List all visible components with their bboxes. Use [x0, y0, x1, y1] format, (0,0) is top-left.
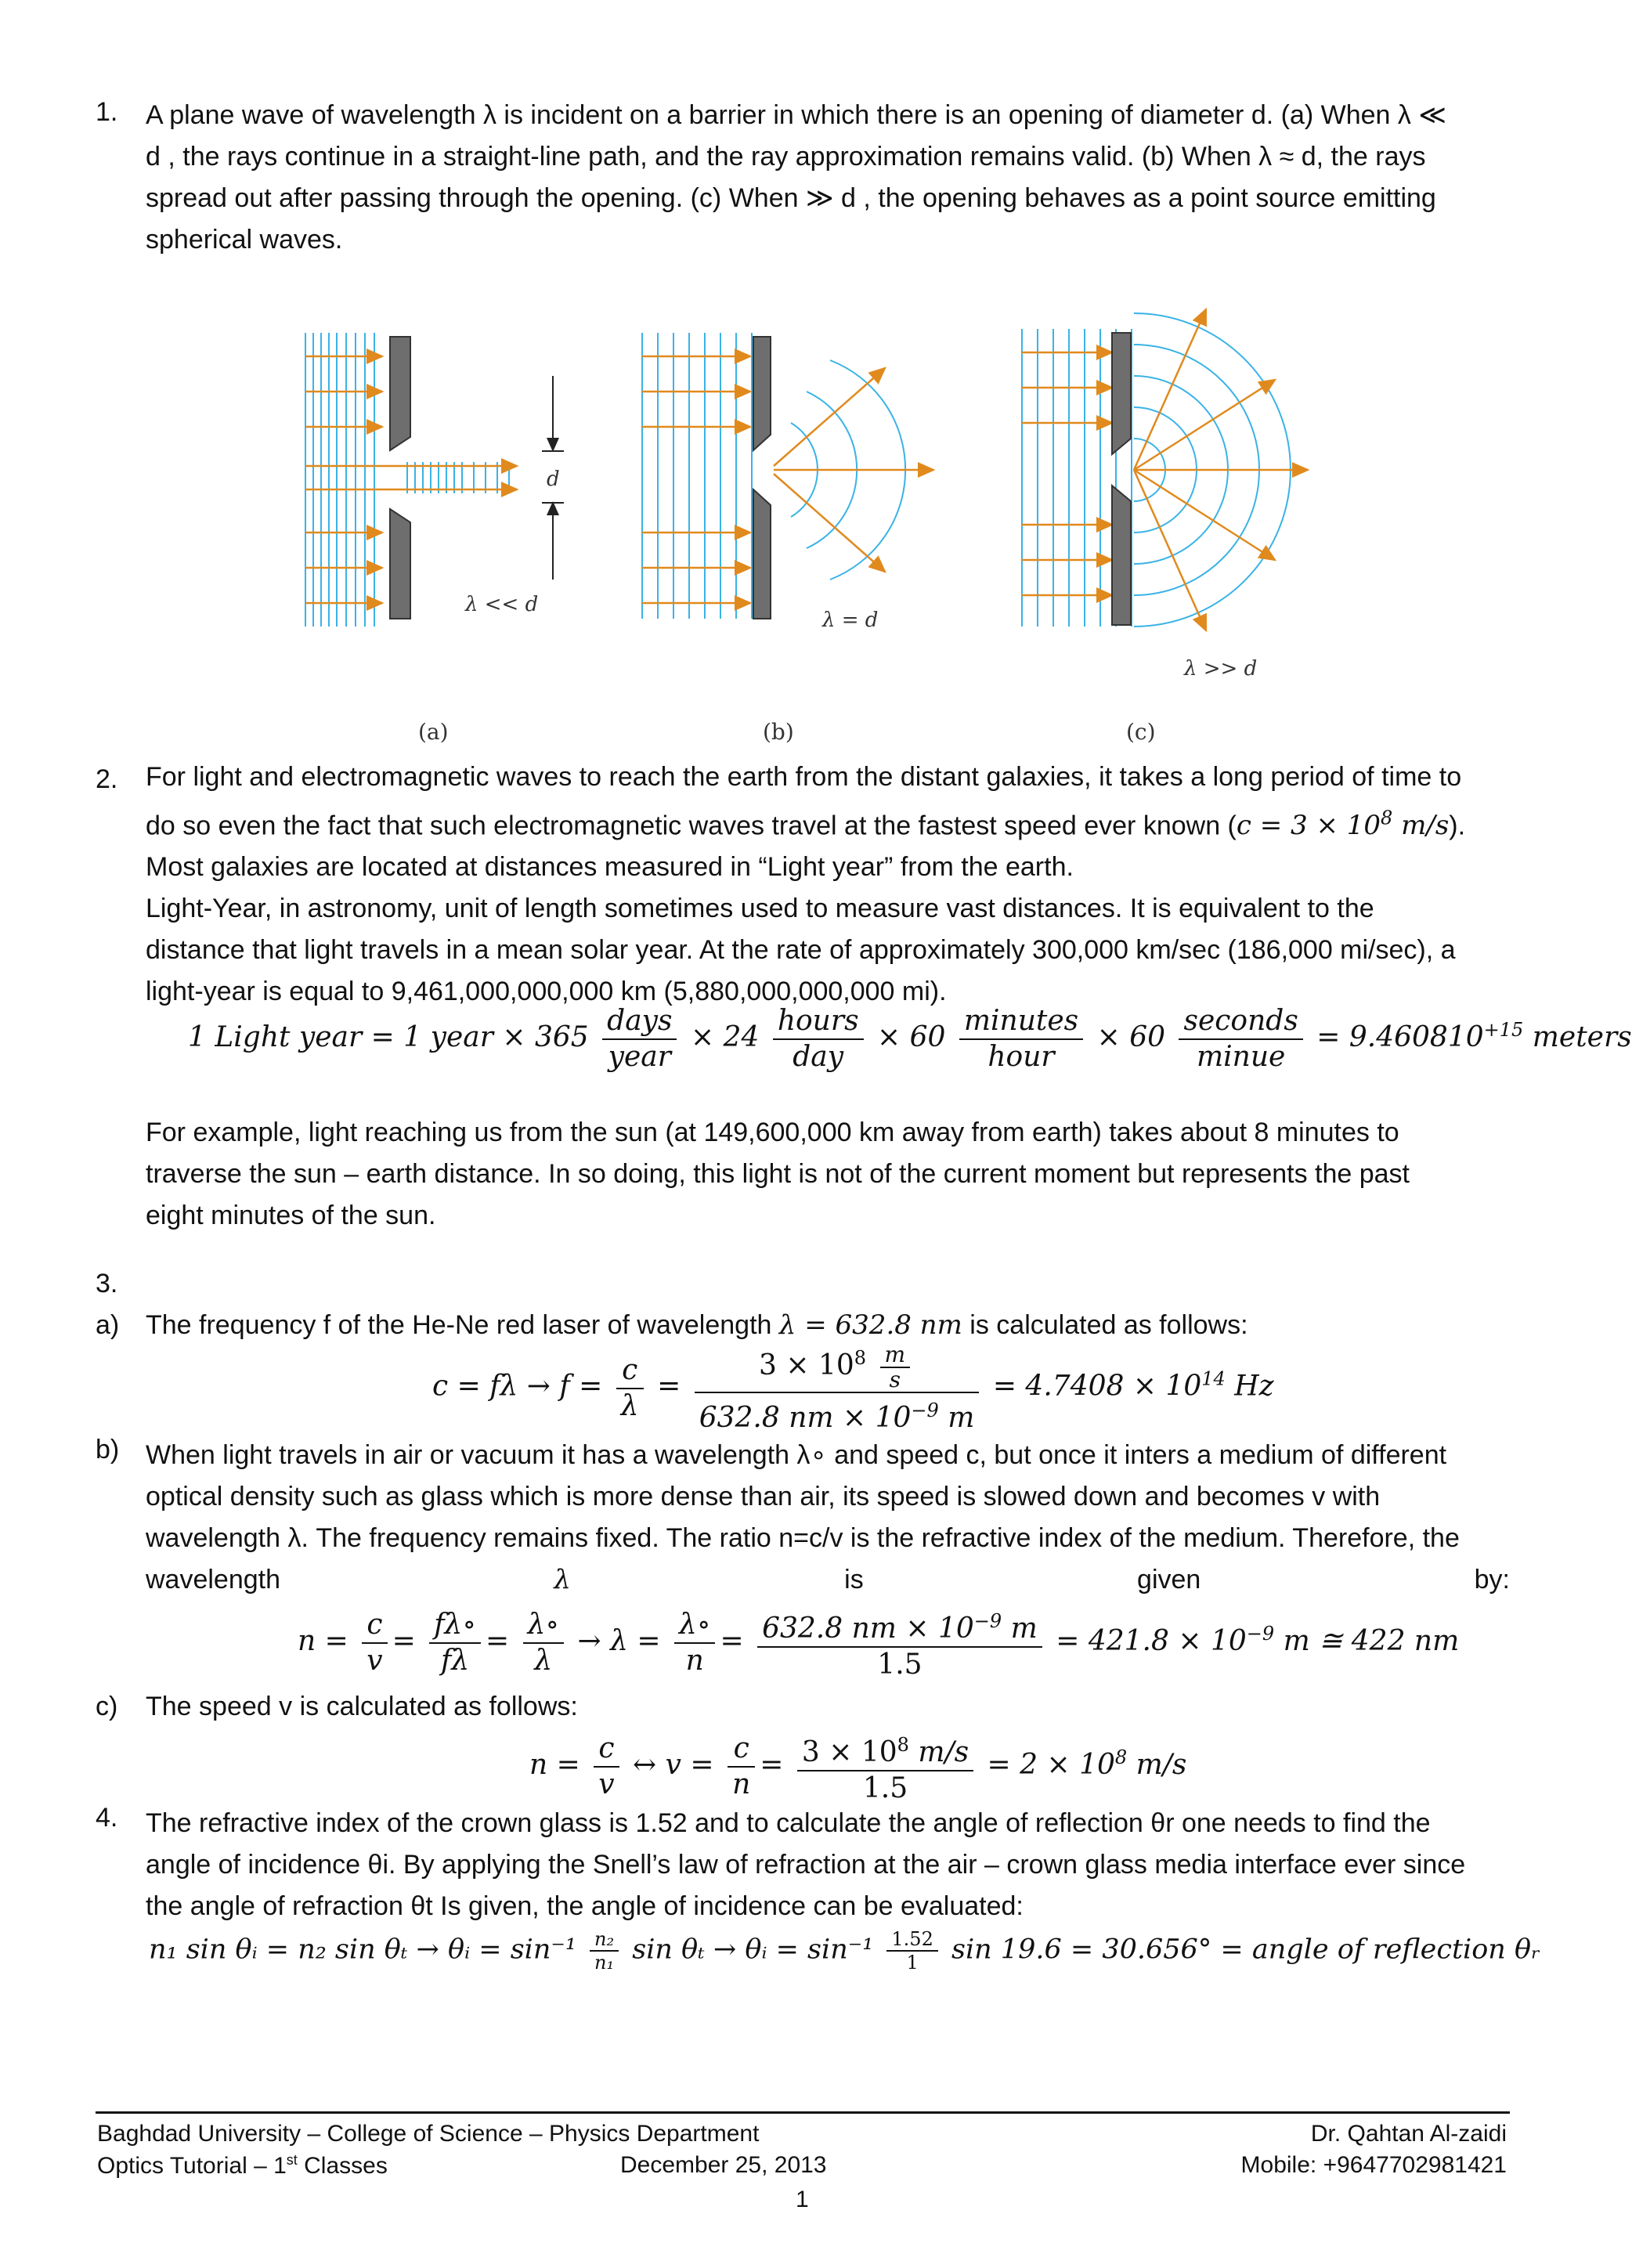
page-number: 1 — [796, 2187, 809, 2212]
speed-eq-base: c = 3 × 10 — [1236, 810, 1381, 842]
frac-den: 1.5 — [877, 1649, 923, 1681]
unit-num: m — [880, 1343, 911, 1368]
item2-line: traverse the sun – earth distance. In so doing, this light is not of the current moment but represents the past — [146, 1159, 1410, 1189]
refractive-wavelength-equation: n = $\frac{c}{v}$ = $\frac{f\lambda\circ}{f\lambda}$ = $\frac{\lambda\circ}{\lambda}$ → λ = $\frac{\lambda\circ}{n}$ = $\frac{632.8 nm \times 10^{-9} m}{1.5}$ = $421.8 \times 10^{-9}$ m ≅ 422 nm — [298, 1604, 1459, 1682]
frac-den: n — [732, 1768, 751, 1800]
item4-line: angle of incidence θi. By applying the Snell’s law of refraction at the air – crown glass media interface ever since — [146, 1850, 1466, 1880]
item2-text-span: ). — [1449, 811, 1466, 841]
eq-exp: 14 — [1201, 1367, 1226, 1390]
figure-label-b: (b) — [763, 719, 794, 745]
snell-equation — [149, 1928, 1540, 1974]
frac-num: n₂ — [590, 1928, 619, 1952]
eq-lhs: n₁ sin θᵢ = n₂ sin θₜ → θᵢ = sin⁻¹ — [149, 1934, 576, 1966]
item1-line: d , the rays continue in a straight-line path, and the ray approximation remains valid. (b) When λ ≈ d, the rays — [146, 142, 1426, 172]
light-year-equation — [188, 1004, 1632, 1074]
eq-unit: m/s — [1127, 1749, 1187, 1781]
eq-unit: m ≅ 422 nm — [1274, 1625, 1460, 1657]
item2-example — [146, 1112, 1510, 1237]
item3b-label: b) — [96, 1435, 120, 1464]
frac-den: fλ — [441, 1645, 470, 1677]
annot-c: λ >> d — [1184, 657, 1258, 681]
item4-line: the angle of refraction θt Is given, the angle of incidence can be evaluated: — [146, 1891, 1024, 1921]
eq-lhs: n = — [529, 1749, 580, 1781]
eq-result: = 4.7408 × 10 — [992, 1370, 1202, 1403]
item3b-line: wavelength λ. The frequency remains fixed. The ratio n=c/v is the refractive index of the medium. Therefore, the — [146, 1523, 1460, 1553]
eq-result: = 2 × 10 — [987, 1749, 1115, 1781]
eq-unit: Hz — [1234, 1370, 1274, 1403]
footer-course-sup: st — [286, 2152, 298, 2168]
item2-line: distance that light travels in a mean solar year. At the rate of approximately 300,000 km/sec (186,000 mi/sec), a — [146, 935, 1456, 966]
diffraction-figure — [290, 298, 1323, 752]
item3-number: 3. — [96, 1269, 118, 1298]
panel-b — [642, 333, 933, 632]
item2-line: For example, light reaching us from the sun (at 149,600,000 km away from earth) takes about 8 minutes to — [146, 1118, 1399, 1147]
item2-text — [146, 757, 1510, 1013]
frac-num-unit: m/s — [908, 1736, 969, 1768]
speed-equation: n = $\frac{c}{v}$ ↔ v = $\frac{c}{n}$ = $\frac{3 \times 10^8 m/s}{1.5}$ = $2 \times 10^8$ m/s — [529, 1728, 1186, 1806]
frac-num — [757, 1604, 1042, 1648]
item3c-text: The speed v is calculated as follows: — [146, 1692, 578, 1721]
frac-num: seconds — [1179, 1004, 1302, 1040]
frac-den: 1 — [906, 1952, 919, 1974]
frac-den: n — [685, 1645, 704, 1677]
item3a-label: a) — [96, 1310, 120, 1340]
frac-num-base: 3 × 10 — [759, 1349, 854, 1381]
frac-den: v — [366, 1645, 383, 1677]
eq-lhs: n = — [298, 1625, 348, 1657]
eq-lhs: c = fλ → f = — [432, 1370, 603, 1403]
frac-num: hours — [773, 1004, 864, 1040]
panel-a — [305, 333, 564, 627]
frac-num: c — [594, 1732, 619, 1768]
item1-text — [146, 95, 1510, 261]
eq-equals: = — [657, 1370, 681, 1403]
item1-number: 1. — [96, 97, 118, 127]
frequency-equation — [432, 1341, 1274, 1436]
eq-exp: +15 — [1483, 1019, 1524, 1041]
footer-course-name: Optics Tutorial – 1 — [97, 2153, 287, 2179]
frac-num-base: 632.8 nm × 10 — [762, 1613, 974, 1645]
speed-of-light-eq — [1236, 807, 1450, 842]
frac-num-exp: −9 — [973, 1610, 1002, 1632]
item3b-word: is — [844, 1565, 864, 1594]
footer-divider — [96, 2111, 1510, 2114]
annot-a: λ << d — [465, 593, 539, 616]
frac-den-exp: −9 — [911, 1399, 939, 1421]
frac-num: λ∘ — [674, 1608, 715, 1644]
item4-text — [146, 1803, 1510, 1927]
item3b-word: by: — [1474, 1565, 1510, 1594]
frac-den: minue — [1196, 1041, 1286, 1073]
frac-num-exp: 8 — [854, 1347, 867, 1369]
eq-mult: × 24 — [690, 1021, 760, 1053]
item1-line: A plane wave of wavelength λ is incident on a barrier in which there is an opening of diameter d. (a) When λ ≪ — [146, 100, 1446, 130]
figure-label-c: (c) — [1126, 719, 1156, 745]
footer-institution: Baghdad University – College of Science – Physics Department — [97, 2121, 760, 2147]
item3c-label: c) — [96, 1692, 118, 1721]
item3b-line: optical density such as glass which is more dense than air, its speed is slowed down and becomes v with — [146, 1482, 1381, 1511]
eq-unit: meters — [1532, 1021, 1632, 1053]
eq-mid: sin θₜ → θᵢ = sin⁻¹ — [632, 1934, 874, 1966]
eq-exp: −9 — [1246, 1623, 1275, 1645]
item3b-word: wavelength — [146, 1565, 281, 1594]
frac-num-exp: 8 — [897, 1734, 909, 1756]
eq-result: = 9.460810 — [1316, 1021, 1484, 1053]
item3a-span: The frequency f of the He-Ne red laser of wavelength — [146, 1310, 772, 1340]
frac-den: hour — [988, 1041, 1055, 1073]
footer-mobile: Mobile: +9647702981421 — [1240, 2152, 1507, 2178]
eq-lhs: 1 Light year = 1 year × 365 — [188, 1021, 589, 1053]
figure-label-a: (a) — [418, 719, 449, 745]
frac-den: 1.5 — [862, 1772, 908, 1804]
frac-num: λ∘ — [523, 1608, 564, 1644]
frac-num — [695, 1341, 980, 1393]
item2-line: For light and electromagnetic waves to reach the earth from the distant galaxies, it takes a long period of time to — [146, 762, 1462, 792]
eq-exp: 8 — [1114, 1746, 1128, 1768]
item2-line: light-year is equal to 9,461,000,000,000 km (5,880,000,000,000 mi). — [146, 977, 947, 1007]
item2-text-span: do so even the fact that such electromagnetic waves travel at the fastest speed ever known ( — [146, 811, 1237, 841]
item2-line — [146, 798, 1510, 847]
frac-den — [695, 1393, 980, 1436]
item3b-line: When light travels in air or vacuum it has a wavelength λ∘ and speed c, but once it inters a medium of different — [146, 1440, 1447, 1470]
item3b-text — [146, 1435, 1510, 1601]
footer-course-class: Classes — [297, 2153, 388, 2179]
frac-den: λ — [620, 1389, 639, 1422]
frac-den: v — [598, 1768, 615, 1800]
frac-num: c — [362, 1608, 387, 1644]
frac-num: fλ∘ — [429, 1608, 481, 1644]
annot-d: d — [547, 468, 560, 491]
item2-number: 2. — [96, 764, 118, 794]
eq-result: = 421.8 × 10 — [1056, 1625, 1247, 1657]
item2-line: Light-Year, in astronomy, unit of length sometimes used to measure vast distances. It is equivalent to the — [146, 894, 1374, 924]
eq-mult: × 60 — [1096, 1021, 1166, 1053]
eq-mult: × 60 — [877, 1021, 946, 1053]
footer-author: Dr. Qahtan Al-zaidi — [1310, 2121, 1507, 2147]
item3a-span: is calculated as follows: — [969, 1310, 1248, 1340]
frac-den: day — [793, 1041, 844, 1073]
frac-num — [797, 1728, 973, 1771]
item2-line: eight minutes of the sun. — [146, 1201, 436, 1230]
frac-den: n₁ — [594, 1952, 615, 1974]
item2-line: Most galaxies are located at distances measured in “Light year” from the earth. — [146, 852, 1074, 883]
frac-den: year — [608, 1041, 671, 1073]
frac-den: λ — [534, 1645, 553, 1677]
wavelength-eq: λ = 632.8 nm — [778, 1309, 962, 1341]
frac-num: minutes — [959, 1004, 1083, 1040]
frac-num: c — [616, 1353, 644, 1389]
frac-num-base: 3 × 10 — [801, 1736, 897, 1768]
footer-course — [97, 2152, 388, 2180]
speed-eq-exp: 8 — [1381, 807, 1393, 829]
panel-c — [1022, 309, 1308, 681]
speed-eq-unit: m/s — [1392, 810, 1450, 842]
eq-mid: ↔ v = — [633, 1749, 714, 1781]
footer-date: December 25, 2013 — [620, 2152, 827, 2178]
frac-den-unit: m — [938, 1402, 975, 1434]
item3b-word: given — [1137, 1565, 1201, 1594]
frac-num: c — [728, 1732, 755, 1768]
frac-den-base: 632.8 nm × 10 — [699, 1402, 912, 1434]
frac-num-unit: m — [1002, 1613, 1038, 1645]
eq-arrow: → λ = — [577, 1625, 661, 1657]
unit-den: s — [889, 1367, 901, 1392]
frac-num: days — [602, 1004, 677, 1040]
item1-line: spread out after passing through the opening. (c) When ≫ d , the opening behaves as a point source emitting — [146, 183, 1436, 213]
item4-line: The refractive index of the crown glass is 1.52 and to calculate the angle of reflection θr one needs to find the — [146, 1808, 1431, 1838]
item3b-line — [146, 1559, 1510, 1601]
item3b-word: λ — [554, 1564, 571, 1595]
frac-num: 1.52 — [886, 1928, 937, 1952]
item1-line: spherical waves. — [146, 225, 343, 255]
item4-number: 4. — [96, 1803, 118, 1833]
annot-b: λ = d — [822, 609, 879, 632]
eq-end: sin 19.6 = 30.656° = angle of reflection θᵣ — [951, 1934, 1541, 1966]
